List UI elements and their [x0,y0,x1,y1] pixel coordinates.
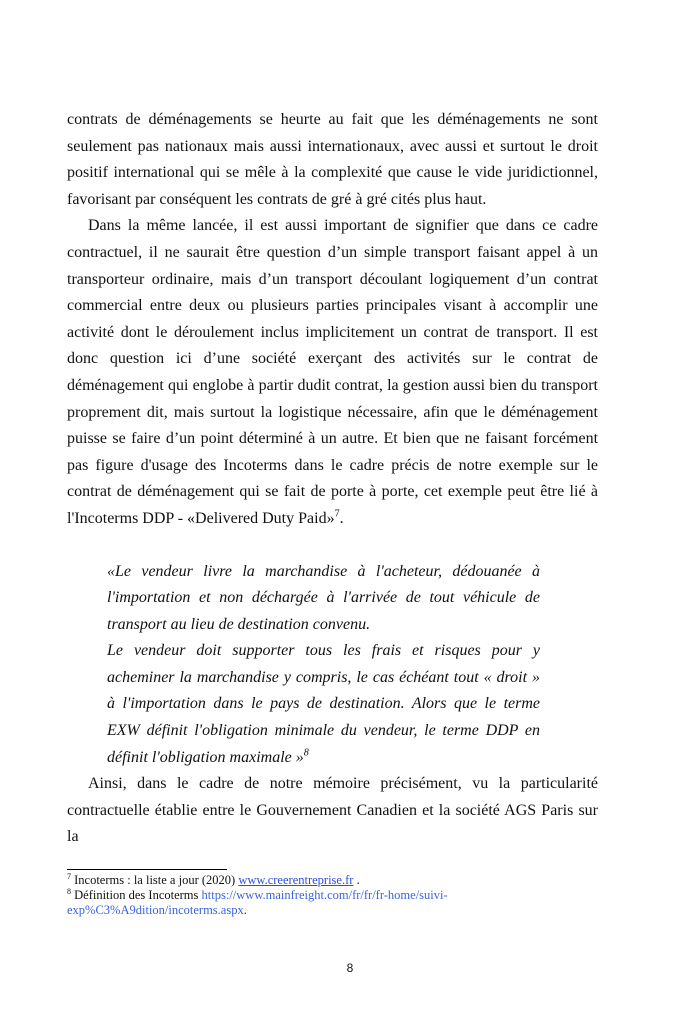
body-line: contractuel, il ne saurait être question d’un simple transport faisant appel à un [67,243,598,261]
body-line: commercial entre deux ou plusieurs parties principales visant à accomplir une activité [67,297,598,341]
quote-line: l'importation et non déchargée à l'arrivée de tout véhicule de [107,589,540,607]
body-line: partir dudit contrat, la gestion aussi bien du transport proprement dit, mais surtout la [67,376,599,421]
body-line: logistique nécessaire, afin que le déménagement puisse se faire d’un point déterminé [67,403,599,448]
quote-line: «Le vendeur livre la marchandise à l'acheteur, dédouanée à [107,562,540,580]
body-line: Dans la même lancée, il est aussi important de signifier que dans ce cadre [88,217,598,235]
paragraph-2: Dans la même lancée, il est aussi important de signifier que dans ce cadre contractuel, il ne saurait être question d’un simple transport faisant appel à un transporteur ordinaire, mais d’un transport découlant logiquement d’un contrat commercial entre deux ou plusieurs parties principales visant à accomplir une activité dont le déroulement inclus implicitement un contrat de transport. Il est donc question ici d’une société exerçant des activités sur le contrat de déménagement qui englobe à partir dudit contrat, la gestion aussi bien du transport proprement dit, mais surtout la logistique nécessaire, afin que le déménagement puisse se faire d’un point déterminé à un autre. Et bien que ne faisant forcément pas figure d'usage des Incoterms dans le cadre précis de notre exemple sur le contrat de déménagement qui se fait de porte à porte, cet exemple peut être lié à l'Incoterms DDP - «Delivered Duty Paid»$^7$. [67,217,599,527]
body-line: seulement pas nationaux mais aussi internationaux, avec aussi et surtout le droit [67,137,598,155]
footnote-separator [67,869,227,870]
footnote-7 [67,873,598,888]
paragraph-3 [67,771,598,851]
body-line: contractuelle établie entre le Gouvernement Canadien et la société AGS Paris sur la [67,801,598,846]
footnote-number: 7 [67,871,71,881]
footnote-punct: . [353,873,360,888]
body-line: Ainsi, dans le cadre de notre mémoire précisément, vu la particularité [88,775,598,793]
page-number: 8 [346,961,354,976]
quote-line: Le vendeur doit supporter tous les frais et risques pour y acheminer [107,642,540,686]
quote-line: l'importation dans le pays de destination. Alors que le terme EXW [107,695,541,740]
footnote-link[interactable]: www.creerentreprise.fr [238,873,354,888]
body-line: favorisant par conséquent les contrats de gré à gré cités plus haut. [67,190,487,208]
quote-line: définit l'obligation minimale du vendeur, le terme DDP en définit [107,722,540,766]
body-line: dont le déroulement inclus implicitement un contrat de transport. Il est donc question [67,323,599,368]
footnote-ref[interactable]: 8 [303,747,309,759]
body-line: à un autre. Et bien que ne faisant forcément pas figure d'usage des Incoterms dans le [67,430,599,474]
footnote-link[interactable]: https://www.mainfreight.com/fr/fr/fr-home/suivi- [201,888,448,903]
block-quote [107,559,540,772]
footnote-text: Incoterms : la liste a jour (2020) [74,873,239,888]
body-line: ici d’une société exerçant des activités sur le contrat de déménagement qui englobe à [67,350,599,394]
footnote-link-cont[interactable]: exp%C3%A9dition/incoterms.aspx [67,903,244,918]
body-line: transporteur ordinaire, mais d’un transport découlant logiquement d’un contrat [67,270,598,288]
footnotes [67,873,598,918]
body-line: positif international qui se mêle à la complexité que cause le vide juridictionnel, [67,164,598,182]
footnote-punct: . [243,903,247,918]
quote-line: l'obligation maximale » [151,748,304,766]
footnote-number: 8 [67,886,71,896]
quote-line: la marchandise y compris, le cas échéant tout « droit » à [107,668,541,713]
paragraph-1 [67,107,598,213]
body-line: porte, cet exemple peut être lié à l'Incoterms DDP - «Delivered Duty Paid» [67,483,598,527]
body-line: cadre précis de notre exemple sur le contrat de déménagement qui se fait de porte à [67,456,599,501]
quote-line: transport au lieu de destination convenu. [107,615,371,633]
footnote-8 [67,888,598,918]
footnote-ref[interactable]: 7 [334,508,340,520]
body-line: contrats de déménagements se heurte au fait que les déménagements ne sont [67,111,598,128]
footnote-text: Définition des Incoterms [74,888,202,903]
